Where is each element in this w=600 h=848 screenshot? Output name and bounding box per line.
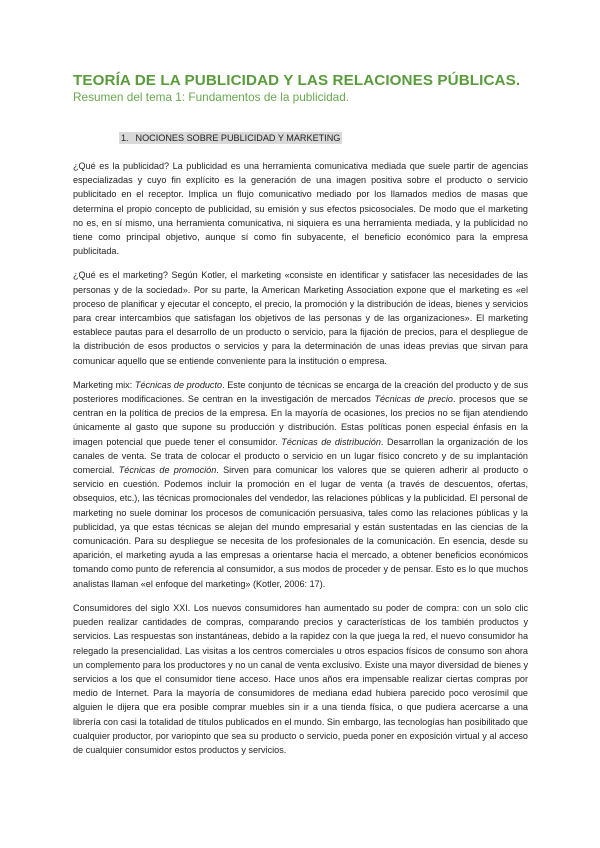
paragraph-lead: ¿Qué es el marketing? — [73, 270, 168, 281]
paragraph-text: . procesos que se centran en la política de precios de la empresa. En la mayoría de ocasiones, los precios no se fijan atendiendo únicamente al gasto que supone su producción y distribución. Estas políticas ponen especial énfasis en la imagen potencial que puede tener el consumidor. — [73, 394, 528, 447]
term-distribucion: Técnicas de distribución — [281, 436, 381, 447]
section-label: NOCIONES SOBRE PUBLICIDAD Y MARKETING — [135, 133, 341, 143]
paragraph-lead: Consumidores del siglo XXI. — [73, 602, 191, 613]
paragraph-consumidores — [73, 601, 528, 757]
paragraph-lead: ¿Qué es la publicidad? — [73, 161, 170, 171]
paragraph-text: Según Kotler, el marketing «consiste en identificar y satisfacer las necesidades de las personas y de la sociedad». Por su parte, la American Marketing Association expone que el marketing es «el proceso de planificar y ejecutar el concepto, el precio, la promoción y la distribución de ideas, bienes y servicios para crear intercambios que satisfagan los objetivos de las personas y de las organizaciones». El marketing establece pautas para el desarrollo de un producto o servicio, para la fijación de precios, para el despliegue de la distribución de esos productos o servicios y para la determinación de unas ideas previas que sirvan para comunicar aquello que se entiende conveniente para la institución o empresa. — [73, 270, 528, 366]
term-producto: Técnicas de producto — [134, 379, 223, 390]
document-title: TEORÍA DE LA PUBLICIDAD Y LAS RELACIONES PÚBLICAS. — [73, 72, 521, 89]
document-page — [73, 72, 528, 757]
section-number: 1. — [121, 133, 129, 143]
paragraph-publicidad — [73, 159, 528, 258]
document-subtitle: Resumen del tema 1: Fundamentos de la publicidad. — [73, 90, 350, 104]
term-precio: Técnicas de precio — [374, 394, 453, 405]
paragraph-marketing-mix — [73, 378, 528, 591]
section-heading — [119, 131, 528, 145]
paragraph-text: La publicidad es una herramienta comunicativa mediada que suele partir de agencias especializadas y cuyo fin explícito es la generación de una imagen positiva sobre el producto o servicio publicitado en el receptor. Implica un flujo comunicativo mediado por los llamados medios de masas que determina el propio concepto de publicidad, su emisión y sus efectos psicosociales. De modo que el marketing no es, en sí mismo, una herramienta comunicativa, ni siquiera es una herramienta mediada, y la publicidad no tiene como principal objetivo, aunque sí como fin subyacente, el beneficio económico para la empresa publicitada. — [73, 161, 529, 257]
paragraph-marketing — [73, 268, 528, 367]
paragraph-text: Los nuevos consumidores han aumentado su poder de compra: con un solo clic pueden realizar cantidades de compras, comparando precios y características de los también productos y servicios. Las respuestas son instantáneas, debido a la rapidez con la que juega la red, el nuevo consumidor ha relegado la presencialidad. Las visitas a los centros comerciales u otros espacios físicos de consumo son ahora un complemento para los productores y no un canal de venta exclusivo. Existe una mayor diversidad de bienes y servicios a los que el consumidor tiene acceso. Hace unos años era impensable realizar ciertas compras por medio de Internet. Para la mayoría de consumidores de mediana edad hubiera parecido poco verosímil que alguien le dijera que era posible comprar muebles sin ir a una tienda física, o que pudiera acercarse a una librería con casi la totalidad de títulos publicados en el mundo. Sin embargo, las tecnologías han posibilitado que cualquier productor, por variopinto que sea su producto o servicio, pueda poner en exposición virtual y al acceso de cualquier consumidor estos productos y servicios. — [73, 602, 528, 755]
paragraph-text: . Sirven para comunicar los valores que se quieren adherir al producto o servicio en cuestión. Podemos incluir la promoción en el lugar de venta (a través de descuentos, ofertas, obsequios, etc.), las técnicas promocionales del vendedor, las relaciones públicas y la publicidad. El personal de marketing no suele dominar los procesos de comunicación persuasiva, tales como las relaciones públicas y la publicidad, ya que estas técnicas se alejan del mundo empresarial y están sustentadas en las ciencias de la comunicación. Para su despliegue se necesita de los profesionales de la comunicación. En esencia, desde su aparición, el marketing ayuda a las empresas a orientarse hacia el mercado, a obtener beneficios económicos tomando como punto de referencia al consumidor, a sus modos de proceder y de pensar. Esto es lo que muchos analistas llaman «el enfoque del marketing» (Kotler, 2006: 17). — [73, 465, 529, 589]
term-promocion: Técnicas de promoción — [118, 465, 217, 476]
section-highlight — [119, 132, 342, 144]
paragraph-text: . Desarrollan la organización de los canales de venta. Se trata de colocar el producto o servicio en un lugar físico concreto y de su implantación comercial. — [73, 436, 528, 476]
paragraph-text: . Este conjunto de técnicas se encarga de la creación del producto y de sus posteriores modificaciones. Se centran en la investigación de mercados — [73, 379, 529, 405]
paragraph-lead: Marketing mix: — [73, 379, 135, 390]
